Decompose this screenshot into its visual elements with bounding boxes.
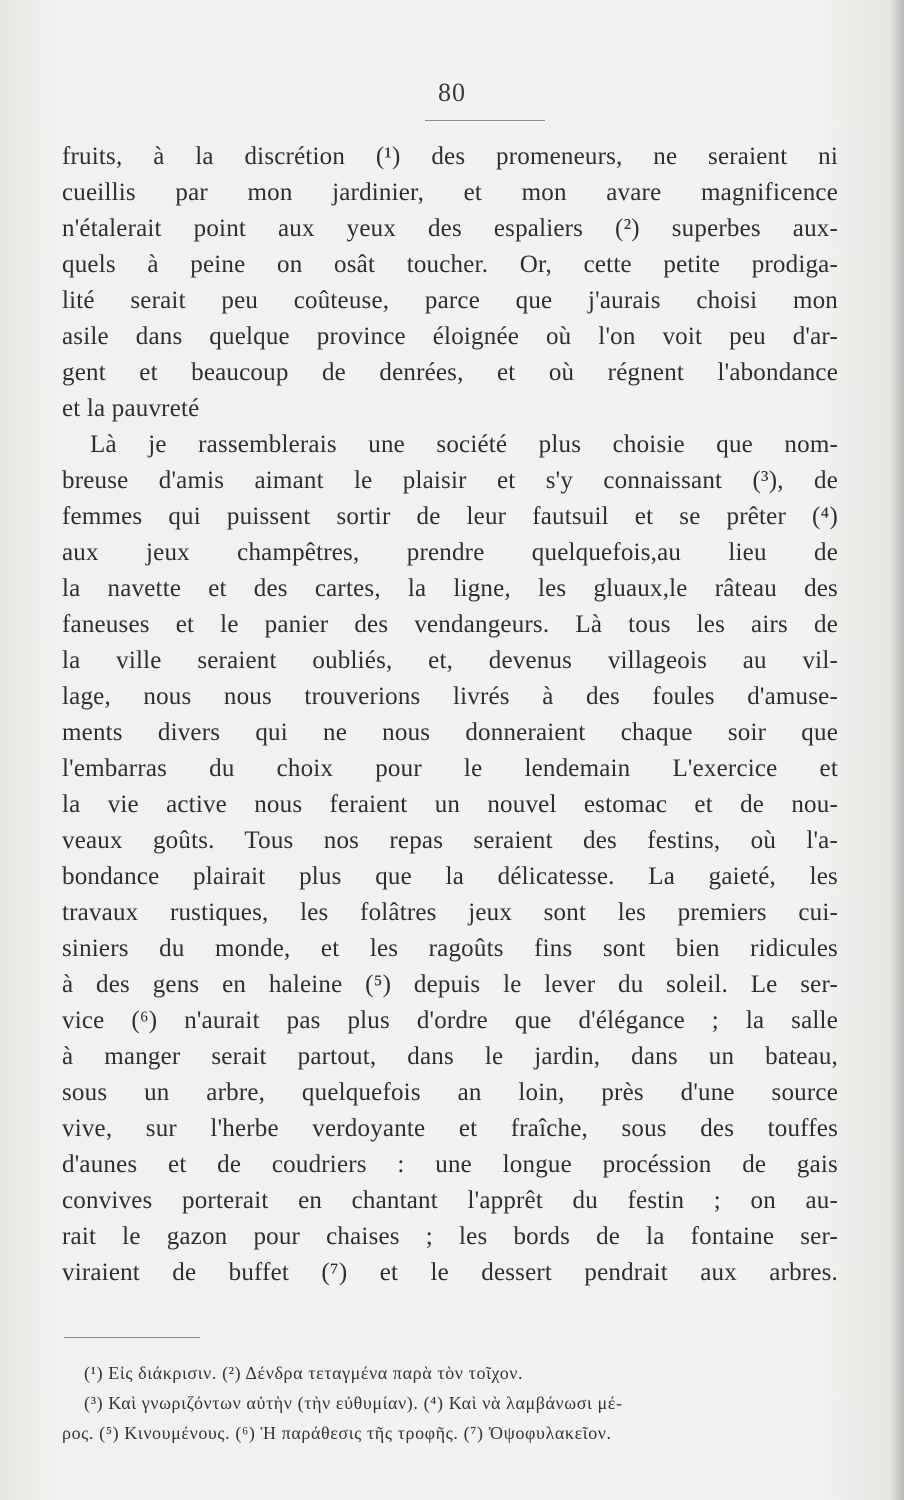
text-line: la ville seraient oubliés, et, devenus villageois au vil- — [62, 647, 838, 674]
footnote-line: (¹) Εἰς διάκρισιν. (²) Δένδρα τεταγμένα παρὰ τὸν τοῖχον. — [84, 1363, 524, 1383]
text-line: vice (⁶) n'aurait pas plus d'ordre que d'élégance ; la salle — [62, 1007, 838, 1034]
text-line: faneuses et le panier des vendangeurs. Là tous les airs de — [62, 611, 838, 638]
text-line: n'étalerait point aux yeux des espaliers (²) superbes aux- — [62, 215, 838, 242]
text-line: d'aunes et de coudriers : une longue procéssion de gais — [62, 1151, 838, 1178]
text-line: siniers du monde, et les ragoûts fins sont bien ridicules — [62, 935, 838, 962]
text-line: gent et beaucoup de denrées, et où régnent l'abondance — [62, 359, 838, 386]
text-line: la navette et des cartes, la ligne, les gluaux,le râteau des — [62, 575, 838, 602]
text-line: breuse d'amis aimant le plaisir et s'y connaissant (³), de — [62, 467, 838, 494]
text-line: veaux goûts. Tous nos repas seraient des festins, où l'a- — [62, 827, 838, 854]
text-line: à des gens en haleine (⁵) depuis le lever du soleil. Le ser- — [62, 971, 838, 998]
text-line: quels à peine on osât toucher. Or, cette petite prodiga- — [62, 251, 838, 278]
text-line: lité serait peu coûteuse, parce que j'aurais choisi mon — [62, 287, 838, 314]
text-line: vive, sur l'herbe verdoyante et fraîche, sous des touffes — [62, 1115, 838, 1142]
text-line: viraient de buffet (⁷) et le dessert pendrait aux arbres. — [62, 1259, 838, 1286]
text-line: l'embarras du choix pour le lendemain L'exercice et — [62, 755, 838, 782]
footnotes — [62, 1358, 824, 1448]
page-edge-shadow — [890, 0, 904, 1500]
text-line: lage, nous nous trouverions livrés à des foules d'amuse- — [62, 683, 838, 710]
text-line: la vie active nous feraient un nouvel estomac et de nou- — [62, 791, 838, 818]
text-line: bondance plairait plus que la délicatesse. La gaieté, les — [62, 863, 838, 890]
text-line: aux jeux champêtres, prendre quelquefois,au lieu de — [62, 539, 838, 566]
body-text — [62, 139, 838, 1291]
text-line: fruits, à la discrétion (¹) des promeneurs, ne seraient ni — [62, 143, 838, 170]
text-line: travaux rustiques, les folâtres jeux sont les premiers cui- — [62, 899, 838, 926]
page-number: 80 — [438, 78, 466, 107]
text-line: à manger serait partout, dans le jardin, dans un bateau, — [62, 1043, 838, 1070]
paragraph-start-line: Là je rassemblerais une société plus choisie que nom- — [90, 431, 838, 458]
paragraph-end-line: et la pauvreté — [62, 395, 200, 422]
header-rule — [425, 120, 545, 121]
footnote-line: (³) Καὶ γνωριζόντων αὐτὴν (τὴν εὐθυμίαν). (⁴) Καὶ νὰ λαμβάνωσι μέ- — [84, 1393, 623, 1413]
text-line: cueillis par mon jardinier, et mon avare magnificence — [62, 179, 838, 206]
text-line: asile dans quelque province éloignée où l'on voit peu d'ar- — [62, 323, 838, 350]
footnote-line: ρος. (⁵) Κινουμένους. (⁶) Ἡ παράθεσις τῆς τροφῆς. (⁷) Ὀψοφυλακεῖον. — [62, 1423, 612, 1443]
text-line: rait le gazon pour chaises ; les bords de la fontaine ser- — [62, 1223, 838, 1250]
text-line: convives porterait en chantant l'apprêt du festin ; on au- — [62, 1187, 838, 1214]
text-line: ments divers qui ne nous donneraient chaque soir que — [62, 719, 838, 746]
text-line: sous un arbre, quelquefois an loin, près d'une source — [62, 1079, 838, 1106]
footnote-rule — [64, 1337, 200, 1338]
text-line: femmes qui puissent sortir de leur fautsuil et se prêter (⁴) — [62, 503, 838, 530]
